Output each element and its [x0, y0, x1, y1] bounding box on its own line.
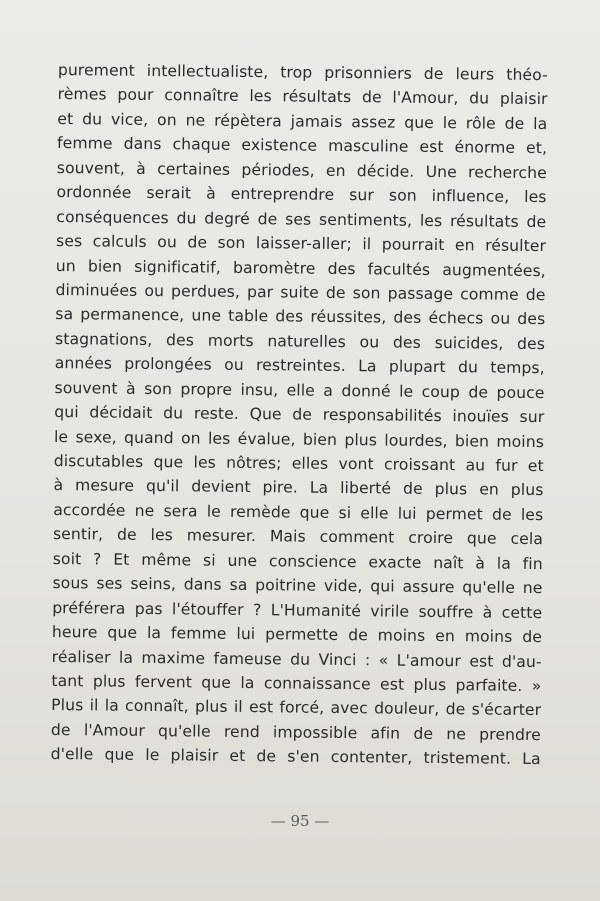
text-line: ses calculs ou de son laisser-aller; il pourrait en résulter [55, 232, 547, 256]
text-line: stagnations, des morts naturelles ou des suicides, des [54, 329, 546, 353]
text-line: Plus il la connaît, plus il est forcé, avec douleur, de s'écarter [51, 696, 542, 720]
text-line: soit ? Et même si une conscience exacte naît à la fin [52, 549, 543, 573]
text-line: qui décidait du reste. Que de responsabilités inouïes sur [54, 403, 545, 427]
text-line: souvent, à certaines périodes, en décide. Une recherche [56, 158, 547, 182]
text-line: d'elle que le plaisir et de s'en contenter, tristement. La [50, 745, 541, 769]
text-line: purement intellectualiste, trop prisonniers de leurs théo- [57, 60, 548, 85]
text-line: souvent à son propre insu, elle a donné le coup de pouce [54, 378, 545, 402]
text-line: femme dans chaque existence masculine est énorme et, [57, 134, 548, 158]
text-line: et du vice, on ne répètera jamais assez que le rôle de la [57, 109, 548, 134]
page-number: — 95 — [270, 812, 330, 830]
text-line: conséquences du degré de ses sentiments, les résultats de [56, 207, 547, 231]
text-line: diminuées ou perdues, par suite de son passage comme de [55, 280, 546, 305]
text-line: rèmes pour connaître les résultats de l'Amour, du plaisir [57, 85, 548, 109]
text-line: discutables que les nôtres; elles vont croissant au fur et [53, 451, 544, 476]
text-line: préférera pas l'étouffer ? L'Humanité virile souffre à cette [52, 598, 543, 622]
text-line: un bien significatif, baromètre des facultés augmentées, [55, 256, 546, 280]
text-line: le sexe, quand on les évalue, bien plus lourdes, bien moins [53, 427, 545, 451]
text-line: sentir, de les mesurer. Mais comment croire que cela [52, 525, 544, 549]
text-line: de l'Amour qu'elle rend impossible afin de ne prendre [50, 720, 542, 744]
text-line: sa permanence, une table des réussites, des échecs ou des [55, 305, 546, 329]
text-line: ordonnée serait à entreprendre sur son influence, les [56, 183, 547, 207]
text-line: à mesure qu'il devient pire. La liberté de plus en plus [53, 476, 544, 500]
text-line: années prolongées ou restreintes. La plupart du temps, [54, 354, 545, 378]
text-line: accordée ne sera le remède que si elle lui permet de les [53, 500, 544, 524]
text-line: tant plus fervent que la connaissance est plus parfaite. » [51, 671, 542, 696]
text-line: réaliser la maxime fameuse du Vinci : « L'amour est d'au- [51, 647, 542, 671]
body-text [51, 58, 548, 772]
text-line: heure que la femme lui permette de moins en moins de [51, 623, 543, 647]
text-line: sous ses seins, dans sa poitrine vide, qui assure qu'elle ne [52, 574, 543, 598]
